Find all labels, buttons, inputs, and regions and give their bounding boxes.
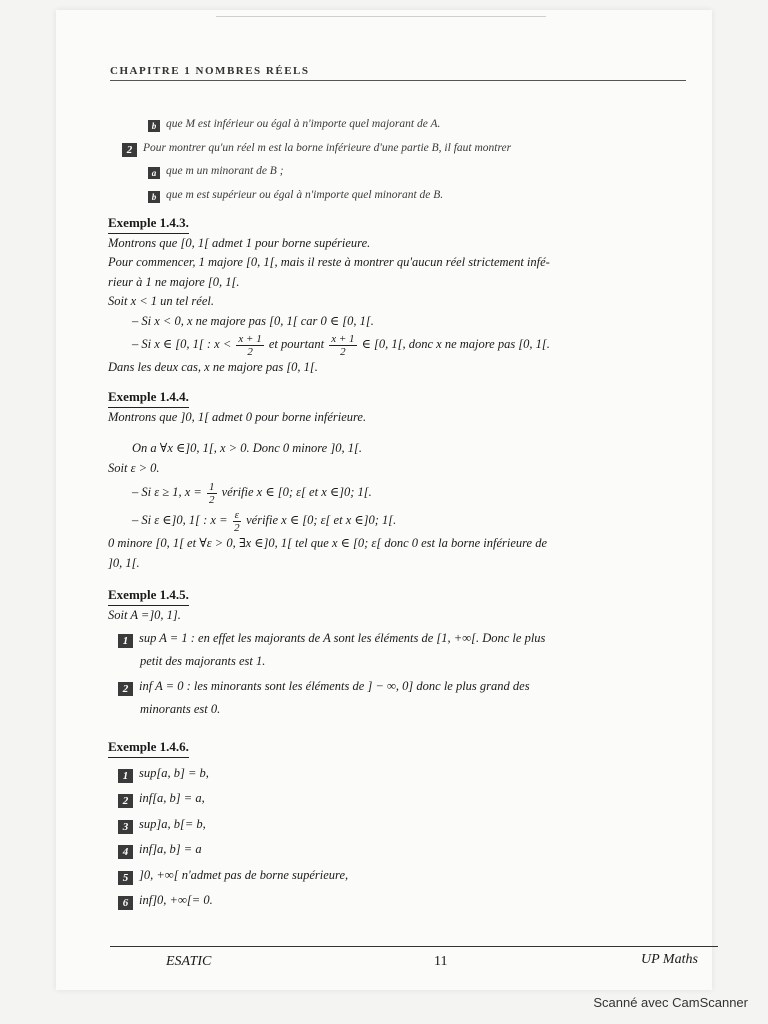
camscanner-watermark: Scanné avec CamScanner [593,995,748,1010]
ex4-line-3: Soit ε > 0. [108,460,160,475]
number-4-icon: 4 [118,845,133,859]
footer-course: UP Maths [641,952,698,967]
intro-line-4: b que m est supérieur ou égal à n'importe quel minorant de B. [108,186,688,206]
ex5-list [108,629,688,719]
scanned-page [56,10,712,990]
ex3-line-6: – Si x ∈ [0, 1[ : x < $\frac{x + 1}{2}$ et pourtant $\frac{x + 1}{2}$ ∈ [0, 1[, donc x ne majore pas [0, 1[. [132,332,550,358]
ex6-item: 4 inf]a, b] = a [118,840,688,860]
ex5-item-2-cont: minorants est 0. [140,701,221,716]
example-1-4-3-title: Exemple 1.4.3. [108,213,189,234]
ex6-item: 1 sup[a, b] = b, [118,764,688,784]
number-5-icon: 5 [118,871,133,885]
bullet-a-icon: a [148,167,160,179]
number-2-icon: 2 [122,143,137,157]
intro-line-3: a que m un minorant de B ; [108,162,688,182]
ex4-line-2: On a ∀x ∈]0, 1[, x > 0. Donc 0 minore ]0, 1[. [132,441,362,456]
example-1-4-6-title: Exemple 1.4.6. [108,737,189,758]
ex6-list [108,764,688,911]
footer-rule [110,946,718,947]
ex4-line-6: 0 minore [0, 1[ et ∀ε > 0, ∃x ∈]0, 1[ tel que x ∈ [0; ε[ donc 0 est la borne inférieure de [108,536,548,551]
ex3-line-7: Dans les deux cas, x ne majore pas [0, 1[. [108,359,318,374]
ex4-line-7: ]0, 1[. [108,555,140,570]
intro-line-2: 2 Pour montrer qu'un réel m est la borne inférieure d'une partie B, il faut montrer [108,139,688,159]
ex3-line-1: Montrons que [0, 1[ admet 1 pour borne supérieure. [108,235,371,250]
ex3-line-2: Pour commencer, 1 majore [0, 1[, mais il reste à montrer qu'aucun réel strictement infé- [108,255,550,269]
top-edge-line [216,16,546,17]
number-2-icon: 2 [118,794,133,808]
page-number: 11 [434,954,448,969]
number-1-icon: 1 [118,634,133,648]
page-content [108,115,688,917]
ex5-line-1: Soit A =]0, 1]. [108,607,181,622]
example-1-4-5-title: Exemple 1.4.5. [108,585,189,606]
intro-line-1: b que M est inférieur ou égal à n'importe quel majorant de A. [108,115,688,135]
ex3-line-4: Soit x < 1 un tel réel. [108,294,214,308]
bullet-b-icon: b [148,191,160,203]
fraction: $\frac{1}{2}$ [209,480,215,506]
ex6-item: 5 ]0, +∞[ n'admet pas de borne supérieure, [118,866,688,886]
chapter-header: CHAPITRE 1 NOMBRES RÉELS [110,65,686,81]
ex5-item-2: 2 inf A = 0 : les minorants sont les éléments de ] − ∞, 0] donc le plus grand des [118,677,688,697]
ex4-line-5: – Si ε ∈]0, 1[ : x = $\frac{\varepsilon}{2}$ vérifie x ∈ [0; ε[ et x ∈]0; 1[. [132,508,397,534]
number-2-icon: 2 [118,682,133,696]
fraction: $\frac{x + 1}{2}$ [238,332,262,358]
ex3-line-5: – Si x < 0, x ne majore pas [0, 1[ car 0 ∈ [0, 1[. [132,313,374,328]
ex5-item-1: 1 sup A = 1 : en effet les majorants de A sont les éléments de [1, +∞[. Donc le plus [118,629,688,649]
ex4-line-1: Montrons que ]0, 1[ admet 0 pour borne inférieure. [108,409,367,424]
ex6-item: 6 inf]0, +∞[= 0. [118,891,688,911]
ex5-item-1-cont: petit des majorants est 1. [140,653,266,668]
fraction: $\frac{x + 1}{2}$ [331,332,355,358]
ex4-line-4: – Si ε ≥ 1, x = $\frac{1}{2}$ vérifie x ∈ [0; ε[ et x ∈]0; 1[. [132,480,372,506]
fraction: $\frac{\varepsilon}{2}$ [234,508,240,534]
number-6-icon: 6 [118,896,133,910]
number-3-icon: 3 [118,820,133,834]
bullet-b-icon: b [148,120,160,132]
ex6-item: 3 sup]a, b[= b, [118,815,688,835]
example-1-4-4-title: Exemple 1.4.4. [108,387,189,408]
ex6-item: 2 inf[a, b] = a, [118,789,688,809]
footer-school: ESATIC [166,954,212,969]
number-1-icon: 1 [118,769,133,783]
ex3-line-3: rieur à 1 ne majore [0, 1[. [108,274,240,289]
